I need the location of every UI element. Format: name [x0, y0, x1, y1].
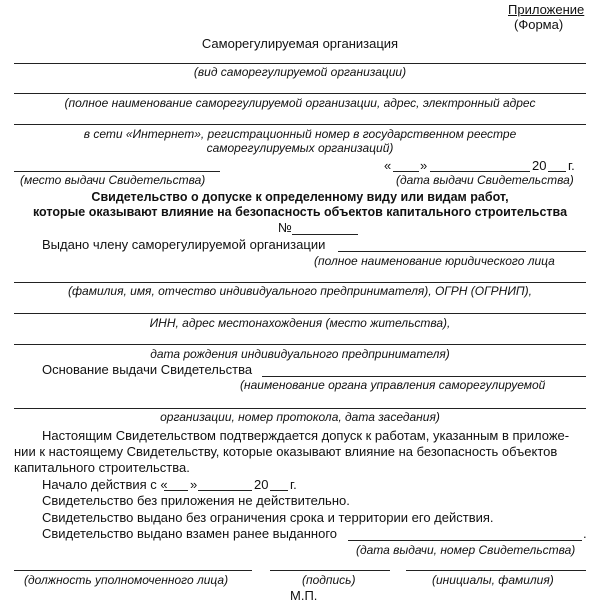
org-internet-caption-1: в сети «Интернет», регистрационный номер в государственном реестре [83, 127, 517, 141]
date-month-line [430, 171, 530, 172]
fio-line [14, 282, 586, 283]
basis-caption-1: (наименование органа управления саморегулируемой [240, 378, 546, 392]
org-kind-caption: (вид саморегулируемой организации) [193, 65, 407, 79]
birth-caption: дата рождения индивидуального предпринимателя) [150, 347, 450, 361]
org-kind-line [14, 63, 586, 64]
body-line-3: капитального строительства. [14, 460, 190, 475]
signature-line [270, 570, 390, 571]
invalid-text: Свидетельство без приложения не действительно. [42, 493, 350, 508]
certificate-title-1: Свидетельство о допуске к определенному виду или видам работ, [91, 190, 509, 204]
issued-line [338, 251, 586, 252]
date-year: 20 [532, 158, 547, 173]
appendix-label: Приложение [508, 2, 585, 17]
start-year: 20 [254, 477, 269, 492]
org-title: Саморегулируемая организация [201, 36, 399, 51]
certificate-number-line [292, 234, 358, 235]
start-month-line [198, 490, 252, 491]
initials-line [406, 570, 586, 571]
org-name-caption: (полное наименование саморегулируемой организации, адрес, электронный адрес [64, 96, 536, 110]
form-label: (Форма) [514, 17, 564, 32]
org-internet-line [14, 124, 586, 125]
start-prefix: Начало действия с « [42, 477, 168, 492]
inn-caption: ИНН, адрес местонахождения (место жительства), [149, 316, 451, 330]
start-suffix: г. [290, 477, 297, 492]
start-day-line [164, 490, 188, 491]
replace-dot: . [583, 526, 587, 541]
inn-line [14, 313, 586, 314]
place-caption: (место выдачи Свидетельства) [20, 173, 206, 187]
certificate-number-label: № [278, 220, 292, 235]
date-year-suffix: г. [568, 158, 575, 173]
unlimited-text: Свидетельство выдано без ограничения срока и территории его действия. [42, 510, 494, 525]
date-day-line [393, 171, 419, 172]
signature-caption: (подпись) [302, 573, 356, 587]
replace-label: Свидетельство выдано взамен ранее выданного [42, 526, 338, 541]
birth-line [14, 344, 586, 345]
initials-caption: (инициалы, фамилия) [432, 573, 554, 587]
date-open-quote: « [384, 158, 392, 173]
replace-line [348, 540, 582, 541]
place-line [14, 171, 220, 172]
replace-caption: (дата выдачи, номер Свидетельства) [356, 543, 576, 557]
position-caption: (должность уполномоченного лица) [24, 573, 229, 587]
body-line-2: нии к настоящему Свидетельству, которые оказывают влияние на безопасность объектов [14, 444, 558, 459]
org-internet-caption-2: саморегулируемых организаций) [206, 141, 394, 155]
basis-line [262, 376, 586, 377]
date-caption: (дата выдачи Свидетельства) [396, 173, 574, 187]
org-name-line [14, 93, 586, 94]
certificate-title-2: которые оказывают влияние на безопасность объектов капитального строительства [32, 205, 568, 219]
start-year-line [270, 490, 288, 491]
basis-label: Основание выдачи Свидетельства [42, 362, 253, 377]
start-mid: » [190, 477, 198, 492]
position-line [14, 570, 252, 571]
basis-line-2 [14, 408, 586, 409]
date-year-line [548, 171, 566, 172]
date-close-quote: » [420, 158, 428, 173]
basis-caption-2: организации, номер протокола, дата заседания) [160, 410, 440, 424]
issued-caption: (полное наименование юридического лица [314, 254, 555, 268]
stamp-label: М.П. [290, 588, 318, 603]
body-line-1: Настоящим Свидетельством подтверждается допуск к работам, указанным в приложе- [42, 428, 570, 443]
fio-caption: (фамилия, имя, отчество индивидуального предпринимателя), ОГРН (ОГРНИП), [68, 284, 532, 298]
issued-label: Выдано члену саморегулируемой организации [42, 237, 326, 252]
